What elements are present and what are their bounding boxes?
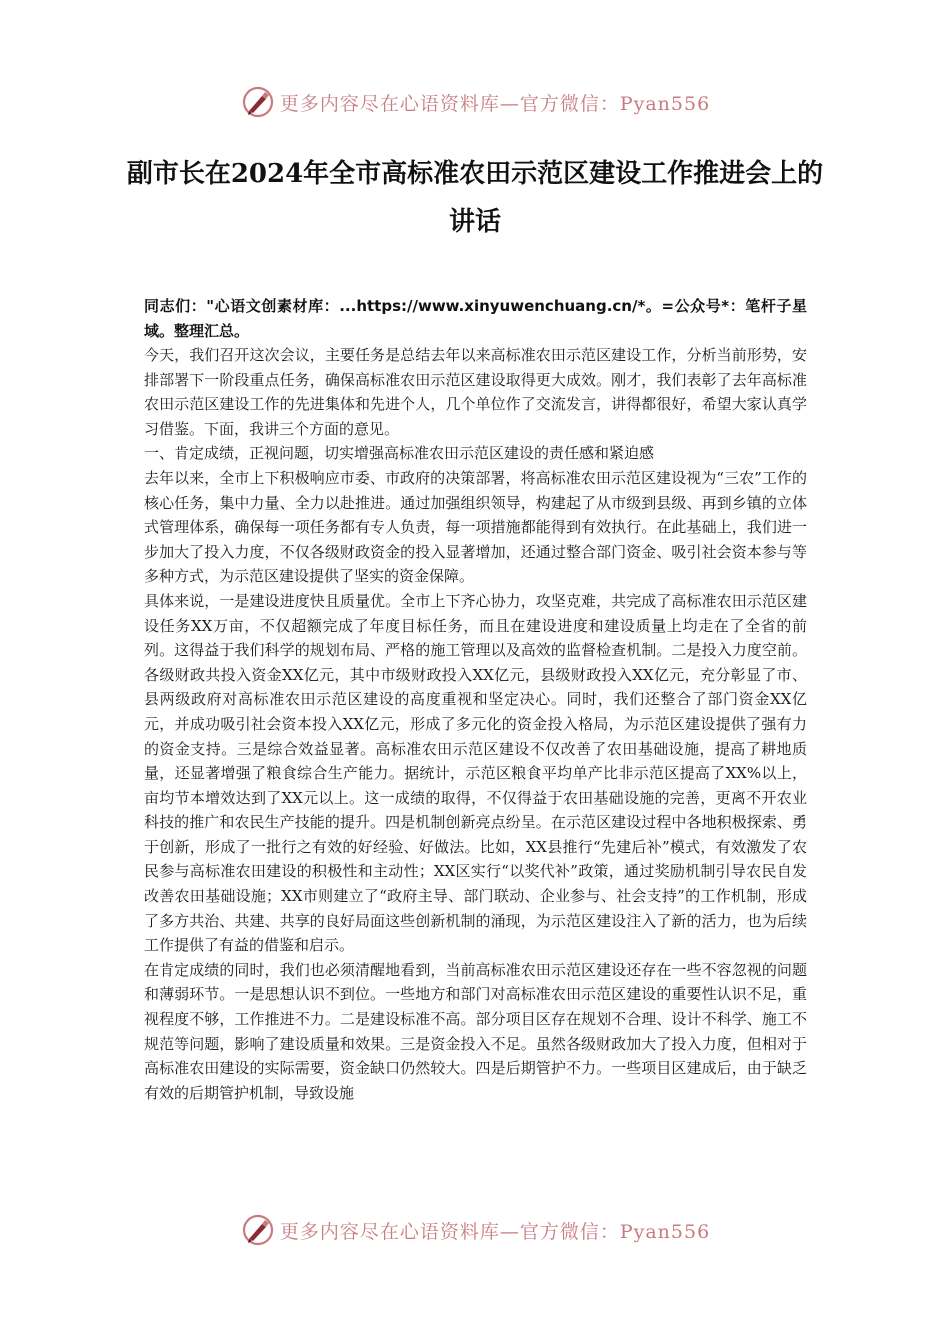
pen-logo-icon [240, 84, 276, 120]
paragraph-overview: 去年以来，全市上下积极响应市委、市政府的决策部署，将高标准农田示范区建设视为“三农”工作的核心任务，集中力量、全力以赴推进。通过加强组织领导，构建起了从市级到县级、再到乡镇的立体式管理体系，确保每一项任务都有专人负责，每一项措施都能得到有效执行。在此基础上，我们进一步加大了投入力度，不仅各级财政资金的投入显著增加，还通过整合部门资金、吸引社会资本参与等多种方式，为示范区建设提供了坚实的资金保障。 [144, 468, 807, 586]
footer-banner [0, 1210, 950, 1250]
paragraph-achievements: 具体来说，一是建设进度快且质量优。全市上下齐心协力，攻坚克难，共完成了高标准农田示范区建设任务XX万亩，不仅超额完成了年度目标任务，而且在建设进度和建设质量上均走在了全省的前列。这得益于我们科学的规划布局、严格的施工管理以及高效的监督检查机制。二是投入力度空前。各级财政共投入资金XX亿元，其中市级财政投入XX亿元，县级财政投入XX亿元，充分彰显了市、县两级政府对高标准农田示范区建设的高度重视和坚定决心。同时，我们还整合了部门资金XX亿元，并成功吸引社会资本投入XX亿元，形成了多元化的资金投入格局，为示范区建设提供了强有力的资金支持。三是综合效益显著。高标准农田示范区建设不仅改善了农田基础设施，提高了耕地质量，还显著增强了粮食综合生产能力。据统计，示范区粮食平均单产比非示范区提高了XX%以上，亩均节本增效达到了XX元以上。这一成绩的取得，不仅得益于农田基础设施的完善，更离不开农业科技的推广和农民生产技能的提升。四是机制创新亮点纷呈。在示范区建设过程中各地积极探索、勇于创新，形成了一批行之有效的好经验、好做法。比如，XX县推行“先建后补”模式，有效激发了农民参与高标准农田建设的积极性和主动性；XX区实行“以奖代补”政策，通过奖励机制引导农民自发改善农田基础设施；XX市则建立了“政府主导、部门联动、企业参与、社会支持”的工作机制，形成了多方共治、共建、共享的良好局面这些创新机制的涌现，为示范区建设注入了新的活力，也为后续工作提供了有益的借鉴和启示。 [144, 591, 807, 955]
header-banner [0, 82, 950, 122]
document-body [144, 294, 807, 1105]
greeting-line: 同志们："心语文创素材库：...https://www.xinyuwenchuang.cn/*。=公众号*：笔杆子星域。整理汇总。 [144, 297, 807, 340]
paragraph-opening: 今天，我们召开这次会议，主要任务是总结去年以来高标准农田示范区建设工作，分析当前形势，安排部署下一阶段重点任务，确保高标准农田示范区建设取得更大成效。刚才，我们表彰了去年高标准农田示范区建设工作的先进集体和先进个人，几个单位作了交流发言，讲得都很好，希望大家认真学习借鉴。下面，我讲三个方面的意见。 [144, 346, 807, 438]
paragraph-problems: 在肯定成绩的同时，我们也必须清醒地看到，当前高标准农田示范区建设还存在一些不容忽视的问题和薄弱环节。一是思想认识不到位。一些地方和部门对高标准农田示范区建设的重要性认识不足，重视程度不够，工作推进不力。二是建设标准不高。部分项目区存在规划不合理、设计不科学、施工不规范等问题，影响了建设质量和效果。三是资金投入不足。虽然各级财政加大了投入力度，但相对于高标准农田建设的实际需要，资金缺口仍然较大。四是后期管护不力。一些项目区建成后，由于缺乏有效的后期管护机制，导致设施 [144, 960, 807, 1102]
section-heading-1: 一、肯定成绩，正视问题，切实增强高标准农田示范区建设的责任感和紧迫感 [144, 444, 655, 463]
pen-logo-icon [240, 1212, 276, 1248]
document-title: 副市长在2024年全市高标准农田示范区建设工作推进会上的讲话 [126, 159, 824, 237]
banner-text: 更多内容尽在心语资料库—官方微信：Pyan556 [279, 92, 711, 115]
banner-text: 更多内容尽在心语资料库—官方微信：Pyan556 [279, 1220, 711, 1243]
